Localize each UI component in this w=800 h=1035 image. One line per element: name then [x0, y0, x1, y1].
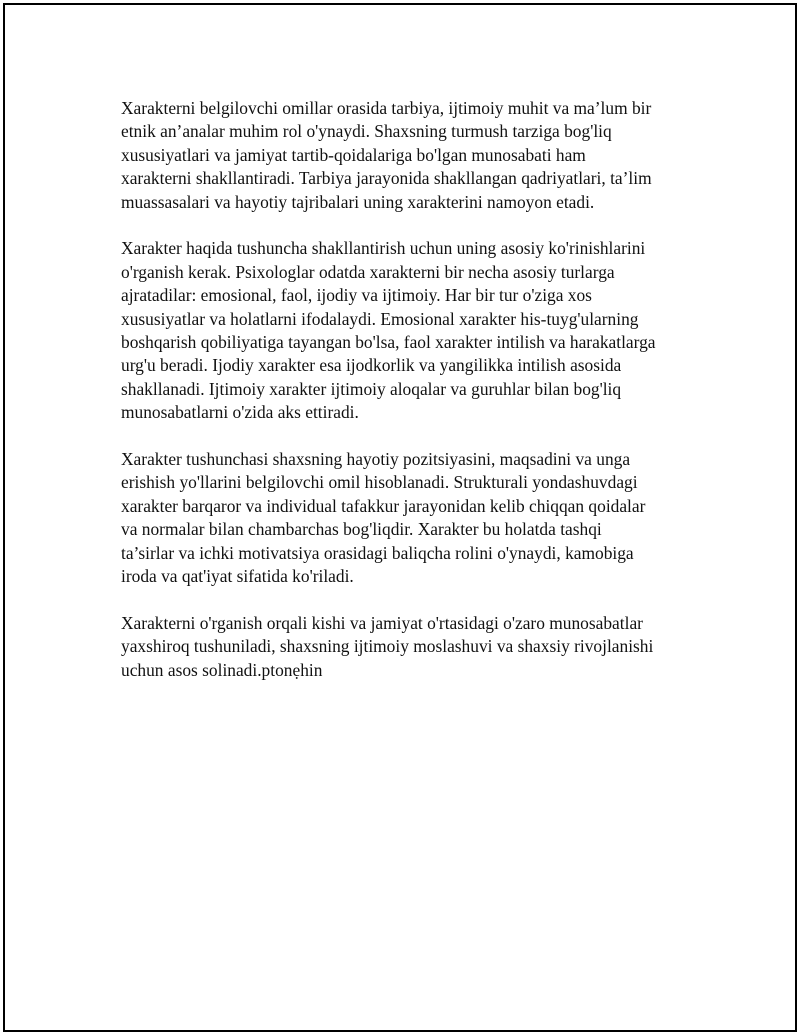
- text-line: muassasalari va hayotiy tajribalari uning xarakterini namoyon etadi.: [121, 191, 595, 212]
- text-line: uchun asos solinadi.ptonẹhin: [121, 659, 323, 680]
- text-line: boshqarish qobiliyatiga tayangan bo'lsa, faol xarakter intilish va harakatlarga: [121, 332, 656, 353]
- text-line: munosabatlarni o'zida aks ettiradi.: [121, 402, 359, 423]
- text-line: ajratadilar: emosional, faol, ijodiy va ijtimoiy. Har bir tur o'ziga xos: [121, 285, 592, 306]
- page-frame: [3, 3, 797, 1032]
- text-line: Xarakterni o'rganish orqali kishi va jamiyat o'rtasidagi o'zaro munosabatlar: [121, 612, 643, 633]
- text-line: xususiyatlari va jamiyat tartib-qoidalariga bo'lgan munosabati ham: [121, 144, 586, 165]
- text-line: iroda va qat'iyat sifatida ko'riladi.: [121, 566, 354, 587]
- paragraph-3: [121, 448, 711, 588]
- text-line: xarakter barqaror va individual tafakkur jarayonidan kelib chiqqan qoidalar: [121, 495, 646, 516]
- text-line: etnik an’analar muhim rol o'ynaydi. Shaxsning turmush tarziga bog'liq: [121, 121, 612, 142]
- document-body: [121, 97, 711, 706]
- paragraph-2: [121, 237, 711, 424]
- paragraph-4: [121, 612, 711, 682]
- text-line: o'rganish kerak. Psixologlar odatda xarakterni bir necha asosiy turlarga: [121, 261, 615, 282]
- text-line: xususiyatlar va holatlarni ifodalaydi. Emosional xarakter his-tuyg'ularning: [121, 308, 639, 329]
- text-line: xarakterni shakllantiradi. Tarbiya jarayonida shakllangan qadriyatlari, ta’lim: [121, 168, 652, 189]
- text-line: ta’sirlar va ichki motivatsiya orasidagi baliqcha rolini o'ynaydi, kamobiga: [121, 542, 634, 563]
- paragraph-1: [121, 97, 711, 214]
- text-line: Xarakter haqida tushuncha shakllantirish uchun uning asosiy ko'rinishlarini: [121, 238, 646, 259]
- text-line: Xarakter tushunchasi shaxsning hayotiy pozitsiyasini, maqsadini va unga: [121, 449, 631, 470]
- text-line: yaxshiroq tushuniladi, shaxsning ijtimoiy moslashuvi va shaxsiy rivojlanishi: [121, 636, 654, 657]
- text-line: shakllanadi. Ijtimoiy xarakter ijtimoiy aloqalar va guruhlar bilan bog'liq: [121, 378, 622, 399]
- text-line: Xarakterni belgilovchi omillar orasida tarbiya, ijtimoiy muhit va ma’lum bir: [121, 98, 652, 118]
- text-line: urg'u beradi. Ijodiy xarakter esa ijodkorlik va yangilikka intilish asosida: [121, 355, 622, 376]
- text-line: erishish yo'llarini belgilovchi omil hisoblanadi. Strukturali yondashuvdagi: [121, 472, 638, 493]
- text-line: va normalar bilan chambarchas bog'liqdir. Xarakter bu holatda tashqi: [121, 519, 602, 540]
